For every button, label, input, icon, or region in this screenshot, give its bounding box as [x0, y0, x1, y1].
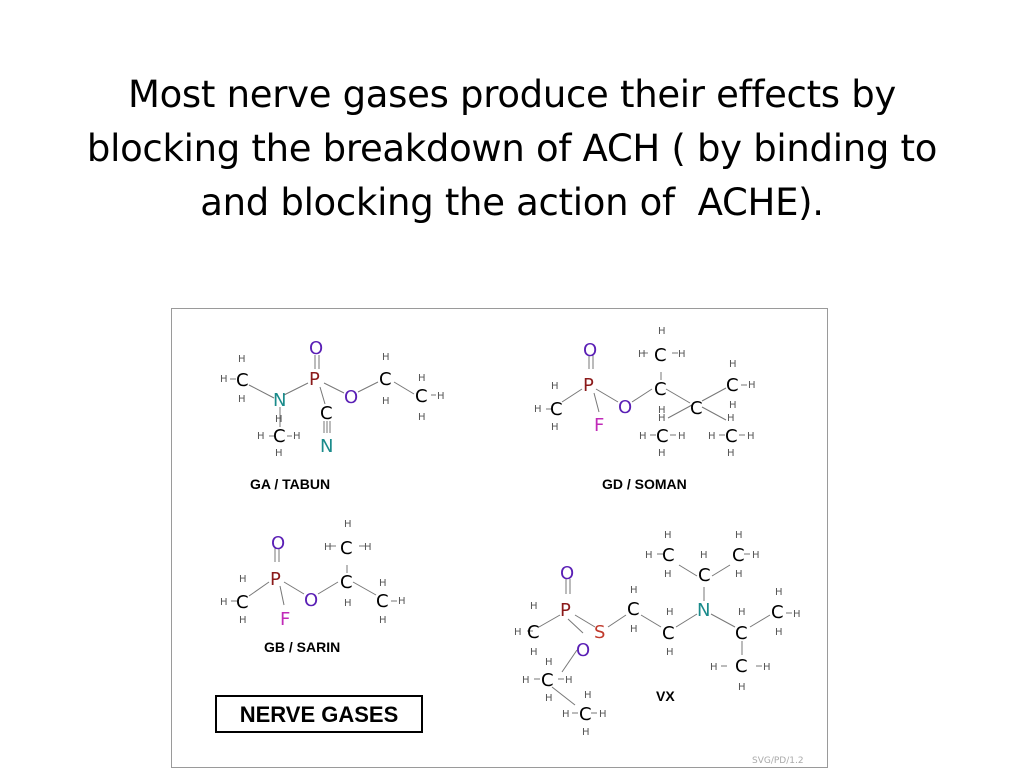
carbon-atom: C [771, 602, 784, 623]
h-atom: H [530, 601, 538, 612]
carbon-atom: C [654, 345, 667, 366]
h-atom: H [658, 413, 666, 424]
bond-sarin-c-p [249, 582, 269, 596]
h-atom: H [729, 359, 737, 370]
bond-tabun-n-p [284, 383, 308, 395]
h-atom: H [700, 550, 708, 561]
h-atom: H [708, 431, 716, 442]
h-atom: H [664, 569, 672, 580]
h-atom: H [534, 404, 542, 415]
carbon-atom: C [541, 670, 554, 691]
h-atom: H [551, 422, 559, 433]
carbon-atom: C [725, 426, 738, 447]
h-atom: H [562, 709, 570, 720]
bond-soman-cq-me-right [702, 407, 726, 420]
carbon-atom: C [236, 370, 249, 391]
h-atom: H [738, 607, 746, 618]
carbon-atom: C [735, 656, 748, 677]
h-atom: H [599, 709, 607, 720]
h-atom: H [530, 647, 538, 658]
h-atom: H [257, 431, 265, 442]
carbon-atom: C [379, 369, 392, 390]
soman-label: GD / SOMAN [602, 476, 687, 492]
bond-vx-c-me-left [679, 565, 697, 576]
h-atom: H [545, 693, 553, 704]
carbon-atom: C [662, 545, 675, 566]
h-atom: H [382, 396, 390, 407]
bond-tabun-o-c4 [358, 382, 378, 392]
oxygen-atom: O [583, 340, 598, 361]
h-atom: H [678, 431, 686, 442]
bond-vx-c-p [539, 615, 560, 627]
h-atom: H [364, 542, 372, 553]
nerve-gases-title: NERVE GASES [239, 702, 399, 727]
h-atom: H [220, 374, 228, 385]
bond-soman-p-o [596, 389, 618, 402]
h-atom: H [379, 615, 387, 626]
h-atom: H [514, 627, 522, 638]
oxygen-atom: O [309, 338, 324, 359]
bond-vx-n-c-right [711, 614, 735, 627]
h-atom: H [418, 412, 426, 423]
h-atom: H [775, 627, 783, 638]
nerve-gases-figure [171, 308, 828, 768]
phosphorus-atom: P [583, 375, 594, 396]
carbon-atom: C [735, 623, 748, 644]
h-atom: H [658, 326, 666, 337]
carbon-atom: C [732, 545, 745, 566]
carbon-atom: C [527, 622, 540, 643]
title-line-1: Most nerve gases produce their effects by [127, 73, 897, 116]
carbon-atom: C [320, 403, 333, 424]
h-atom: H [239, 574, 247, 585]
carbon-atom: C [415, 386, 428, 407]
carbon-atom: C [550, 399, 563, 420]
carbon-atom: C [340, 538, 353, 559]
h-atom: H [239, 615, 247, 626]
oxygen-atom: O [344, 387, 359, 408]
bond-soman-cq-me-left [668, 405, 692, 418]
bond-vx-p-s [575, 615, 595, 627]
h-atom: H [775, 587, 783, 598]
bond-vx-c-c-ethyl [552, 687, 575, 705]
bond-tabun-p-o3 [324, 383, 344, 393]
h-atom: H [658, 405, 666, 416]
h-atom: H [763, 662, 771, 673]
h-atom: H [238, 354, 246, 365]
bond-tabun-p-c3 [320, 387, 325, 404]
bond-sarin-c-c-right [353, 582, 376, 595]
carbon-atom: C [698, 565, 711, 586]
sulfur-atom: S [594, 622, 606, 643]
nerve-gases-diagram [172, 309, 828, 768]
carbon-atom: C [579, 704, 592, 725]
phosphorus-atom: P [309, 369, 320, 390]
tabun-structure [220, 338, 445, 492]
h-atom: H [398, 596, 406, 607]
h-atom: H [738, 682, 746, 693]
bond-tabun-c4-c5 [394, 382, 414, 394]
oxygen-atom: O [304, 590, 319, 611]
h-atom: H [565, 675, 573, 686]
carbon-atom: C [340, 572, 353, 593]
h-atom: H [645, 550, 653, 561]
h-atom: H [275, 414, 283, 425]
nitrogen-atom: N [697, 600, 711, 621]
h-atom: H [275, 448, 283, 459]
nitrogen-atom: N [273, 390, 287, 411]
h-atom: H [582, 727, 590, 738]
h-atom: H [748, 380, 756, 391]
oxygen-atom: O [271, 533, 286, 554]
carbon-atom: C [690, 398, 703, 419]
h-atom: H [710, 662, 718, 673]
h-atom: H [735, 530, 743, 541]
h-atom: H [522, 675, 530, 686]
fluorine-atom: F [280, 609, 291, 630]
h-atom: H [793, 609, 801, 620]
tabun-label: GA / TABUN [250, 476, 331, 492]
h-atom: H [545, 657, 553, 668]
carbon-atom: C [656, 426, 669, 447]
h-atom: H [678, 349, 686, 360]
bond-soman-p-f [594, 393, 599, 412]
h-atom: H [735, 569, 743, 580]
bond-vx-c-me-top [712, 565, 730, 576]
phosphorus-atom: P [270, 569, 281, 590]
carbon-atom: C [654, 379, 667, 400]
h-atom: H [324, 542, 332, 553]
bond-soman-o-c [632, 389, 652, 402]
bond-vx-c-c [641, 615, 661, 627]
h-atom: H [666, 647, 674, 658]
h-atom: H [727, 413, 735, 424]
sarin-structure [220, 519, 406, 655]
h-atom: H [344, 519, 352, 530]
h-atom: H [382, 352, 390, 363]
bond-vx-c-me-right [750, 615, 770, 627]
h-atom: H [437, 391, 445, 402]
vx-label: VX [656, 688, 675, 704]
oxygen-atom: O [618, 397, 633, 418]
phosphorus-atom: P [560, 600, 571, 621]
bond-vx-p-o [568, 619, 583, 633]
bond-soman-c-cq [666, 389, 690, 403]
h-atom: H [344, 598, 352, 609]
h-atom: H [638, 349, 646, 360]
h-atom: H [664, 530, 672, 541]
h-atom: H [666, 607, 674, 618]
title-line-3: and blocking the action of ACHE). [200, 181, 824, 224]
h-atom: H [551, 381, 559, 392]
bond-vx-c-n [676, 614, 697, 627]
bond-sarin-p-o [284, 582, 304, 594]
h-atom: H [630, 624, 638, 635]
h-atom: H [747, 431, 755, 442]
carbon-atom: C [273, 426, 286, 447]
bond-vx-o-c [562, 650, 577, 672]
fluorine-atom: F [594, 415, 605, 436]
carbon-atom: C [376, 591, 389, 612]
oxygen-atom: O [576, 640, 591, 661]
slide-title [40, 68, 984, 230]
bond-soman-cq-me-top [702, 388, 726, 401]
soman-structure [534, 326, 756, 492]
carbon-atom: C [726, 375, 739, 396]
vx-structure [514, 530, 801, 738]
bond-soman-c-p [562, 389, 582, 402]
sarin-label: GB / SARIN [264, 639, 341, 655]
bond-tabun-c1-n [249, 385, 274, 398]
title-line-2: blocking the breakdown of ACH ( by binding to [86, 127, 938, 170]
h-atom: H [658, 448, 666, 459]
oxygen-atom: O [560, 563, 575, 584]
nitrogen-atom: N [320, 436, 334, 457]
h-atom: H [729, 400, 737, 411]
h-atom: H [379, 578, 387, 589]
h-atom: H [238, 394, 246, 405]
bond-sarin-o-c [318, 582, 338, 594]
h-atom: H [293, 431, 301, 442]
h-atom: H [639, 431, 647, 442]
h-atom: H [584, 690, 592, 701]
carbon-atom: C [662, 623, 675, 644]
bond-vx-s-c [608, 615, 626, 627]
carbon-atom: C [236, 592, 249, 613]
h-atom: H [752, 550, 760, 561]
h-atom: H [220, 597, 228, 608]
h-atom: H [630, 585, 638, 596]
h-atom: H [418, 373, 426, 384]
h-atom: H [727, 448, 735, 459]
image-credit: SVG/PD/1.2 [752, 756, 804, 766]
carbon-atom: C [627, 599, 640, 620]
